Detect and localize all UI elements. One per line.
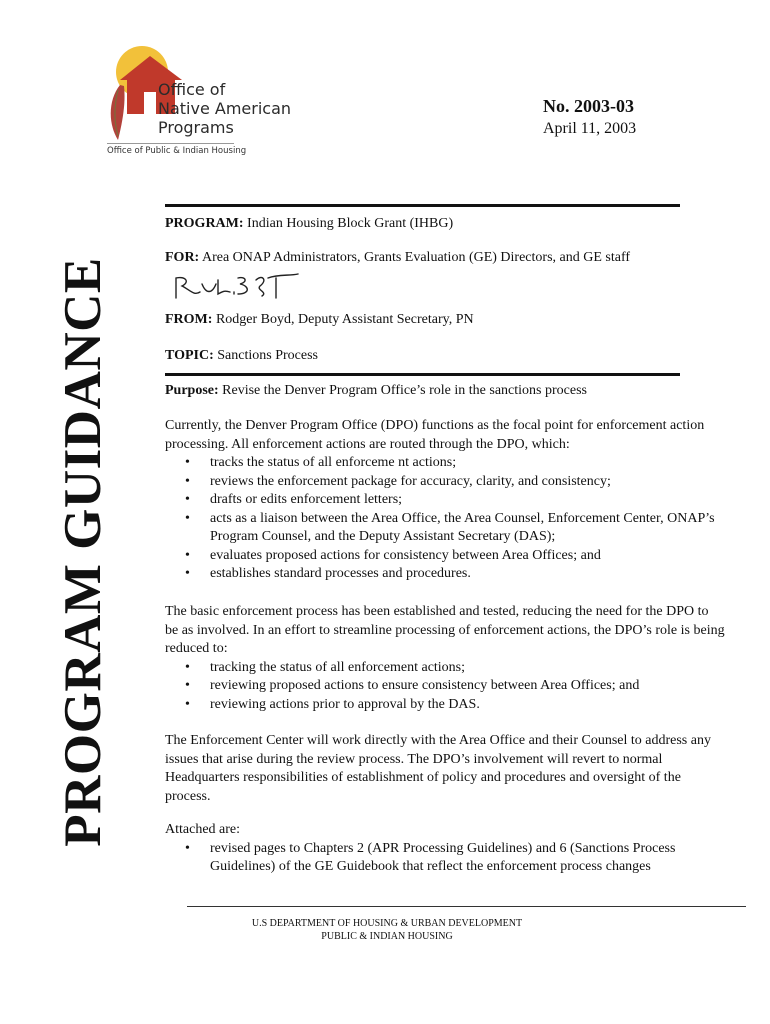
- program-field: [165, 216, 453, 232]
- document-date: April 11, 2003: [543, 120, 637, 137]
- logo-line-3: Programs: [158, 118, 234, 137]
- bullet-list: [165, 454, 725, 584]
- paragraph-reduced-role: [165, 603, 725, 714]
- list-item: • revised pages to Chapters 2 (APR Processing Guidelines) and 6 (Sanctions Process Guidelines) of the GE Guidebook that reflect the enforcement process changes: [165, 840, 725, 877]
- bullet-list: [165, 659, 725, 715]
- footer-line-1: U.S DEPARTMENT OF HOUSING & URBAN DEVELOPMENT: [251, 918, 523, 929]
- paragraph-text: The basic enforcement process has been established and tested, reducing the need for the DPO to be as involved. In an effort to streamline processing of enforcement actions, the DPO’s role is being reduced to:: [165, 604, 725, 656]
- logo-line-1: Office of: [158, 80, 226, 99]
- side-title: PROGRAM GUIDANCE: [54, 257, 112, 847]
- purpose-label: Purpose:: [165, 383, 219, 398]
- header-rule-top: [165, 204, 680, 207]
- purpose-field: [165, 383, 587, 399]
- footer-rule: [187, 906, 746, 907]
- list-item: • evaluates proposed actions for consistency between Area Offices; and: [165, 547, 725, 566]
- signature: [172, 270, 302, 304]
- from-field: [165, 312, 474, 328]
- paragraph-enforcement-center: [165, 732, 725, 806]
- paragraph-text: Currently, the Denver Program Office (DPO) functions as the focal point for enforcement action processing. All enforcement actions are routed through the DPO, which:: [165, 418, 705, 452]
- document-number: No. 2003-03: [543, 96, 634, 116]
- topic-value: Sanctions Process: [217, 348, 318, 363]
- list-item: • tracks the status of all enforceme nt actions;: [165, 454, 725, 473]
- bullet-list: [165, 840, 725, 877]
- paragraph-text: The Enforcement Center will work directly with the Area Office and their Counsel to address any issues that arise during the review process. The DPO’s involvement will revert to normal Headquarters responsibilities of establishment of policy and procedures and oversight of the process.: [165, 733, 711, 804]
- footer: [187, 917, 587, 943]
- topic-field: [165, 348, 318, 364]
- for-field: [165, 250, 630, 266]
- list-item: • establishes standard processes and procedures.: [165, 565, 725, 584]
- logo-divider: [107, 143, 234, 144]
- list-item: • drafts or edits enforcement letters;: [165, 491, 725, 510]
- logo-line-2: Native American: [158, 99, 292, 118]
- list-item: • reviews the enforcement package for accuracy, clarity, and consistency;: [165, 473, 725, 492]
- purpose-value: Revise the Denver Program Office’s role in the sanctions process: [222, 383, 587, 398]
- list-item: • tracking the status of all enforcement actions;: [165, 659, 725, 678]
- for-value: Area ONAP Administrators, Grants Evaluation (GE) Directors, and GE staff: [201, 250, 631, 265]
- list-item: • acts as a liaison between the Area Office, the Area Counsel, Enforcement Center, ONAP’s Program Counsel, and the Deputy Assistant Secretary (DAS);: [165, 510, 725, 547]
- paragraph-current-role: [165, 417, 725, 584]
- for-label: FOR:: [165, 250, 200, 265]
- program-label: PROGRAM:: [165, 216, 244, 231]
- list-item: • reviewing actions prior to approval by the DAS.: [165, 696, 725, 715]
- footer-line-2: PUBLIC & INDIAN HOUSING: [321, 931, 453, 942]
- list-item: • reviewing proposed actions to ensure consistency between Area Offices; and: [165, 677, 725, 696]
- from-value: Rodger Boyd, Deputy Assistant Secretary, PN: [215, 312, 474, 327]
- logo-text: [158, 80, 291, 137]
- program-value: Indian Housing Block Grant (IHBG): [247, 216, 454, 231]
- paragraph-text: Attached are:: [165, 822, 241, 837]
- header-rule-bottom: [165, 373, 680, 376]
- from-label: FROM:: [165, 312, 213, 327]
- paragraph-attachments: [165, 821, 725, 877]
- topic-label: TOPIC:: [165, 348, 214, 363]
- logo-subline: Office of Public & Indian Housing: [107, 146, 247, 156]
